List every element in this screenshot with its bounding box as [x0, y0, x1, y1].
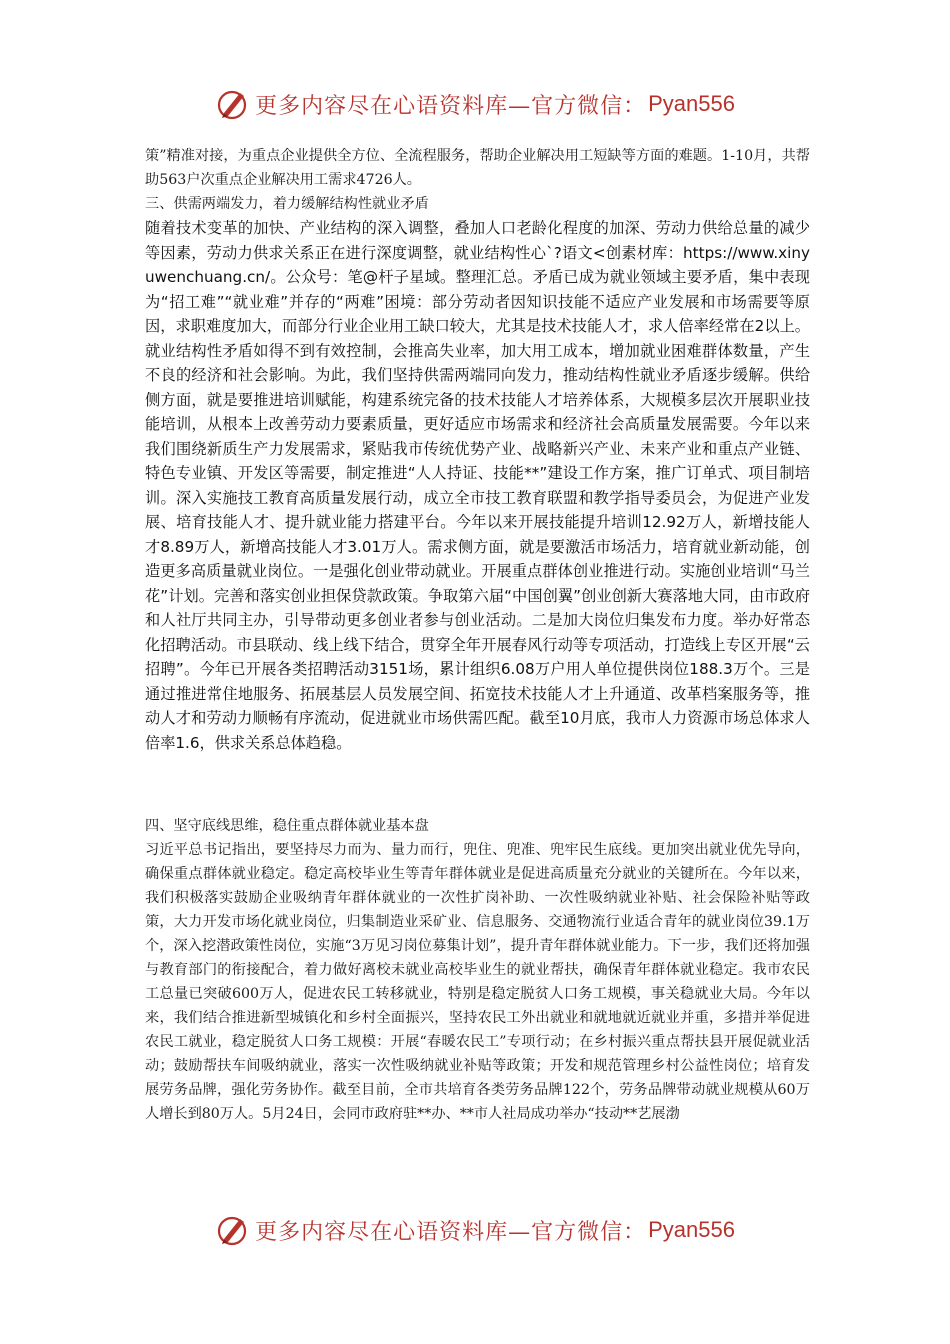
section-heading-3: 三、供需两端发力，着力缓解结构性就业矛盾: [145, 196, 429, 212]
banner-text: 更多内容尽在心语资料库—官方微信：: [255, 1219, 647, 1245]
pen-logo-icon: [215, 86, 251, 122]
pen-logo-icon: [215, 1212, 251, 1248]
header-watermark-banner: [0, 84, 950, 124]
paragraph-supply-demand: 随着技术变革的加快、产业结构的深入调整，叠加人口老龄化程度的加深、劳动力供给总量的减少等因素，劳动力供求关系正在进行深度调整，就业结构性心`?语文<创素材库：https://www.xinyuwenchuang.cn/。公众号：笔@杆子星域。整理汇总。矛盾已成为就业领域主要矛盾，集中表现为“招工难”“就业难”并存的“两难”困境：部分劳动者因知识技能不适应产业发展和市场需要等原因，求职难度加大，而部分行业企业用工缺口较大，尤其是技术技能人才，求人倍率经常在2以上。就业结构性矛盾如得不到有效控制，会推高失业率，加大用工成本，增加就业困难群体数量，产生不良的经济和社会影响。为此，我们坚持供需两端同向发力，推动结构性就业矛盾逐步缓解。供给侧方面，就是要推进培训赋能，构建系统完备的技术技能人才培养体系，大规模多层次开展职业技能培训，从根本上改善劳动力要素质量，更好适应市场需求和经济社会高质量发展需要。今年以来我们围绕新质生产力发展需求，紧贴我市传统优势产业、战略新兴产业、未来产业和重点产业链、特色专业镇、开发区等需要，制定推进“人人持证、技能**”建设工作方案，推广订单式、项目制培训。深入实施技工教育高质量发展行动，成立全市技工教育联盟和教学指导委员会，为促进产业发展、培育技能人才、提升就业能力搭建平台。今年以来开展技能提升培训12.92万人，新增技能人才8.89万人，新增高技能人才3.01万人。需求侧方面，就是要激活市场活力，培育就业新动能，创造更多高质量就业岗位。一是强化创业带动就业。开展重点群体创业推进行动。实施创业培训“马兰花”计划。完善和落实创业担保贷款政策。争取第六届“中国创翼”创业创新大赛落地大同，由市政府和人社厅共同主办，引导带动更多创业者参与创业活动。二是加大岗位归集发布力度。举办好常态化招聘活动。市县联动、线上线下结合，贯穿全年开展春风行动等专项活动，打造线上专区开展“云招聘”。今年已开展各类招聘活动3151场，累计组织6.08万户用人单位提供岗位188.3万个。三是通过推进常住地服务、拓展基层人员发展空间、拓宽技术技能人才上升通道、改革档案服务等，推动人才和劳动力顺畅有序流动，促进就业市场供需匹配。截至10月底，我市人力资源市场总体求人倍率1.6，供求关系总体趋稳。: [145, 219, 810, 752]
banner-wechat-handle: Pyan556: [648, 1217, 735, 1242]
footer-watermark-banner: [0, 1210, 950, 1250]
document-body: [145, 144, 810, 1193]
paragraph-key-groups: 习近平总书记指出，要坚持尽力而为、量力而行，兜住、兜准、兜牢民生底线。更加突出就业优先导向，确保重点群体就业稳定。稳定高校毕业生等青年群体就业是促进高质量充分就业的关键所在。今年以来，我们积极落实鼓励企业吸纳青年群体就业的一次性扩岗补助、一次性吸纳就业补贴、社会保险补贴等政策，大力开发市场化就业岗位，归集制造业采矿业、信息服务、交通物流行业适合青年的就业岗位39.1万个，深入挖潜政策性岗位，实施“3万见习岗位募集计划”，提升青年群体就业能力。下一步，我们还将加强与教育部门的衔接配合，着力做好离校未就业高校毕业生的就业帮扶，确保青年群体就业稳定。我市农民工总量已突破600万人，促进农民工转移就业，特别是稳定脱贫人口务工规模，事关稳就业大局。今年以来，我们结合推进新型城镇化和乡村全面振兴，坚持农民工外出就业和就地就近就业并重，多措并举促进农民工就业，稳定脱贫人口务工规模：开展“春暖农民工”专项行动；在乡村振兴重点帮扶县开展促就业活动；鼓励帮扶车间吸纳就业，落实一次性吸纳就业补贴等政策；开发和规范管理乡村公益性岗位；培育发展劳务品牌，强化劳务协作。截至目前，全市共培育各类劳务品牌122个，劳务品牌带动就业规模从60万人增长到80万人。5月24日，会同市政府驻**办、**市人社局成功举办“技动**艺展渤: [145, 842, 810, 1122]
banner-wechat-handle: Pyan556: [648, 91, 735, 116]
banner-text: 更多内容尽在心语资料库—官方微信：: [255, 93, 647, 119]
paragraph-intro: 策”精准对接，为重点企业提供全方位、全流程服务，帮助企业解决用工短缺等方面的难题。1-10月，共帮助563户次重点企业解决用工需求4726人。: [145, 148, 810, 188]
section-heading-4: 四、坚守底线思维，稳住重点群体就业基本盘: [145, 818, 429, 834]
